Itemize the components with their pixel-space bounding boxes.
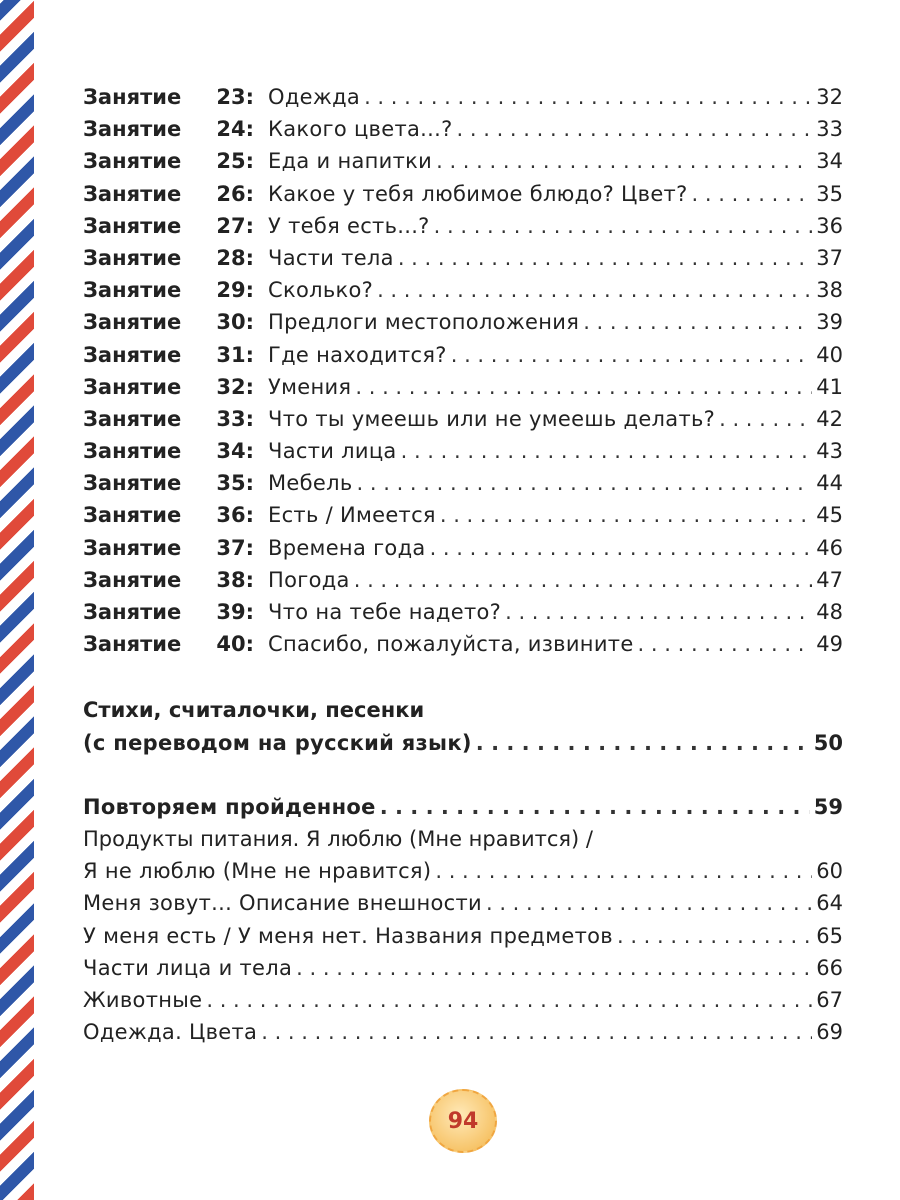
toc-entry[interactable] (83, 532, 843, 564)
toc-entry[interactable] (83, 887, 843, 919)
entry-title: Сколько? (268, 278, 374, 303)
lesson-label: Занятие (83, 117, 182, 142)
entry-title: Одежда (268, 85, 361, 109)
page-ref: 34 (816, 149, 843, 174)
lesson-number: 40: (216, 632, 254, 657)
toc-entry[interactable] (83, 596, 843, 628)
page-ref: 60 (816, 859, 843, 884)
lesson-label: Занятие (83, 535, 182, 560)
toc-entry[interactable] (83, 855, 843, 887)
dot-leader (206, 984, 812, 1016)
lesson-label: Занятие (83, 406, 182, 431)
review-section (83, 791, 843, 1049)
dot-leader (583, 306, 812, 338)
page-ref: 50 (813, 730, 843, 755)
toc-entry-review[interactable] (83, 791, 843, 823)
dot-leader (476, 727, 810, 759)
entry-title: Я не люблю (Мне не нравится) (83, 859, 432, 884)
toc-entry[interactable] (83, 339, 843, 371)
lesson-label: Занятие (83, 374, 182, 399)
entry-title: Части лица и тела (83, 955, 293, 980)
lesson-label: Занятие (83, 632, 182, 657)
lesson-number: 28: (216, 245, 254, 270)
toc-entry[interactable] (83, 564, 843, 596)
entry-title: Что на тебе надето? (268, 600, 502, 624)
entry-title: Животные (83, 987, 203, 1012)
dot-leader (692, 178, 813, 210)
page-ref: 47 (816, 567, 843, 592)
dot-leader (398, 242, 812, 274)
toc-entry[interactable] (83, 178, 843, 210)
entry-title: Спасибо, пожалуйста, извините (268, 632, 634, 657)
lesson-number: 30: (216, 310, 254, 335)
toc-entry[interactable] (83, 113, 843, 145)
lesson-number: 36: (216, 503, 254, 528)
dot-leader (435, 855, 812, 887)
table-of-contents (83, 81, 843, 1048)
dot-leader (354, 564, 813, 596)
entry-title: Где находится? (268, 342, 447, 367)
toc-entry[interactable] (83, 274, 843, 306)
entry-title: Части лица (268, 439, 397, 464)
poems-title-line1: Стихи, считалочки, песенки (83, 698, 425, 723)
page-ref: 67 (816, 987, 843, 1012)
page-ref: 36 (816, 213, 843, 238)
lesson-label: Занятие (83, 342, 182, 367)
page-ref: 66 (816, 955, 843, 980)
entry-title: У тебя есть...? (268, 213, 430, 238)
dot-leader (401, 435, 813, 467)
toc-entry[interactable] (83, 952, 843, 984)
toc-entry[interactable] (83, 81, 843, 113)
dot-leader (430, 532, 813, 564)
toc-entry[interactable] (83, 403, 843, 435)
lesson-label: Занятие (83, 600, 182, 624)
toc-entry[interactable] (83, 499, 843, 531)
page-ref: 65 (816, 923, 843, 948)
lesson-label: Занятие (83, 439, 182, 464)
dot-leader (355, 371, 812, 403)
dot-leader (436, 145, 812, 177)
dot-leader (638, 628, 813, 660)
toc-entry[interactable] (83, 920, 843, 952)
page-ref: 42 (816, 406, 843, 431)
lesson-label: Занятие (83, 213, 182, 238)
page-ref: 37 (816, 245, 843, 270)
lesson-label: Занятие (83, 245, 182, 270)
page-ref: 64 (816, 891, 843, 916)
toc-entry-poems[interactable] (83, 727, 843, 759)
entry-title: Одежда. Цвета (83, 1020, 258, 1045)
lesson-number: 25: (216, 149, 254, 174)
page-ref: 49 (816, 632, 843, 657)
lesson-number: 33: (216, 406, 254, 431)
airmail-border-stripes (0, 0, 34, 1200)
page-number: 94 (447, 1108, 479, 1134)
dot-leader (377, 274, 812, 306)
lesson-label: Занятие (83, 471, 182, 496)
page-ref: 39 (816, 310, 843, 335)
page-ref: 45 (816, 503, 843, 528)
poems-section (83, 694, 843, 758)
poems-title-line2: (с переводом на русский язык) (83, 730, 472, 755)
page-ref: 40 (816, 342, 843, 367)
lesson-number: 32: (216, 374, 254, 399)
lesson-number: 26: (216, 181, 254, 206)
page-ref: 59 (813, 794, 843, 819)
dot-leader (451, 339, 813, 371)
entry-title: Какого цвета...? (268, 117, 453, 142)
entry-title: Что ты умеешь или не умеешь делать? (268, 406, 716, 431)
lesson-label: Занятие (83, 181, 182, 206)
toc-entry[interactable] (83, 145, 843, 177)
page-ref: 35 (816, 181, 843, 206)
dot-leader (261, 1016, 812, 1048)
page-ref: 69 (816, 1020, 843, 1045)
toc-entry[interactable] (83, 628, 843, 660)
lesson-label: Занятие (83, 278, 182, 303)
dot-leader (617, 920, 812, 952)
page-ref: 46 (816, 535, 843, 560)
page-ref: 48 (816, 600, 843, 624)
toc-entry[interactable] (83, 306, 843, 338)
toc-entry[interactable] (83, 467, 843, 499)
entry-title: Есть / Имеется (268, 503, 436, 528)
entry-title: Части тела (268, 245, 394, 270)
lesson-number: 31: (216, 342, 254, 367)
page-ref: 32 (816, 85, 843, 109)
lesson-number: 35: (216, 471, 254, 496)
lesson-number: 23: (216, 85, 254, 109)
page-ref: 43 (816, 439, 843, 464)
entry-title: Погода (268, 567, 350, 592)
lesson-label: Занятие (83, 503, 182, 528)
entry-title: Какое у тебя любимое блюдо? Цвет? (268, 181, 688, 206)
lesson-number: 24: (216, 117, 254, 142)
lesson-label: Занятие (83, 85, 182, 109)
lesson-label: Занятие (83, 149, 182, 174)
entry-title: Предлоги местоположения (268, 310, 580, 335)
page-ref: 38 (816, 278, 843, 303)
page-ref: 41 (816, 374, 843, 399)
lesson-number: 39: (216, 600, 254, 624)
review-title: Повторяем пройденное (83, 794, 376, 819)
lesson-label: Занятие (83, 310, 182, 335)
page-ref: 33 (816, 117, 843, 142)
toc-entry[interactable] (83, 371, 843, 403)
toc-entry[interactable] (83, 242, 843, 274)
lesson-number: 29: (216, 278, 254, 303)
entry-title: Времена года (268, 535, 426, 560)
page-number-badge (429, 1089, 497, 1153)
lesson-number: 38: (216, 567, 254, 592)
dot-leader (296, 952, 812, 984)
page-ref: 44 (816, 471, 843, 496)
review-item-title: Продукты питания. Я люблю (Мне нравится) / (83, 826, 593, 851)
dot-leader (440, 499, 812, 531)
dot-leader (357, 467, 813, 499)
entry-title: Меня зовут... Описание внешности (83, 891, 482, 916)
lessons-list (83, 81, 843, 660)
toc-entry[interactable] (83, 435, 843, 467)
toc-entry[interactable] (83, 210, 843, 242)
entry-title: Мебель (268, 471, 353, 496)
dot-leader (719, 403, 812, 435)
toc-entry[interactable] (83, 1016, 843, 1048)
entry-title: Еда и напитки (268, 149, 433, 174)
dot-leader (505, 596, 812, 628)
entry-title: У меня есть / У меня нет. Названия предметов (83, 923, 613, 948)
dot-leader (486, 887, 812, 919)
dot-leader (457, 113, 813, 145)
lesson-number: 34: (216, 439, 254, 464)
entry-title: Умения (268, 374, 352, 399)
lesson-number: 37: (216, 535, 254, 560)
dot-leader (364, 81, 812, 113)
lesson-label: Занятие (83, 567, 182, 592)
lesson-number: 27: (216, 213, 254, 238)
dot-leader (434, 210, 813, 242)
toc-entry[interactable] (83, 984, 843, 1016)
dot-leader (380, 791, 810, 823)
